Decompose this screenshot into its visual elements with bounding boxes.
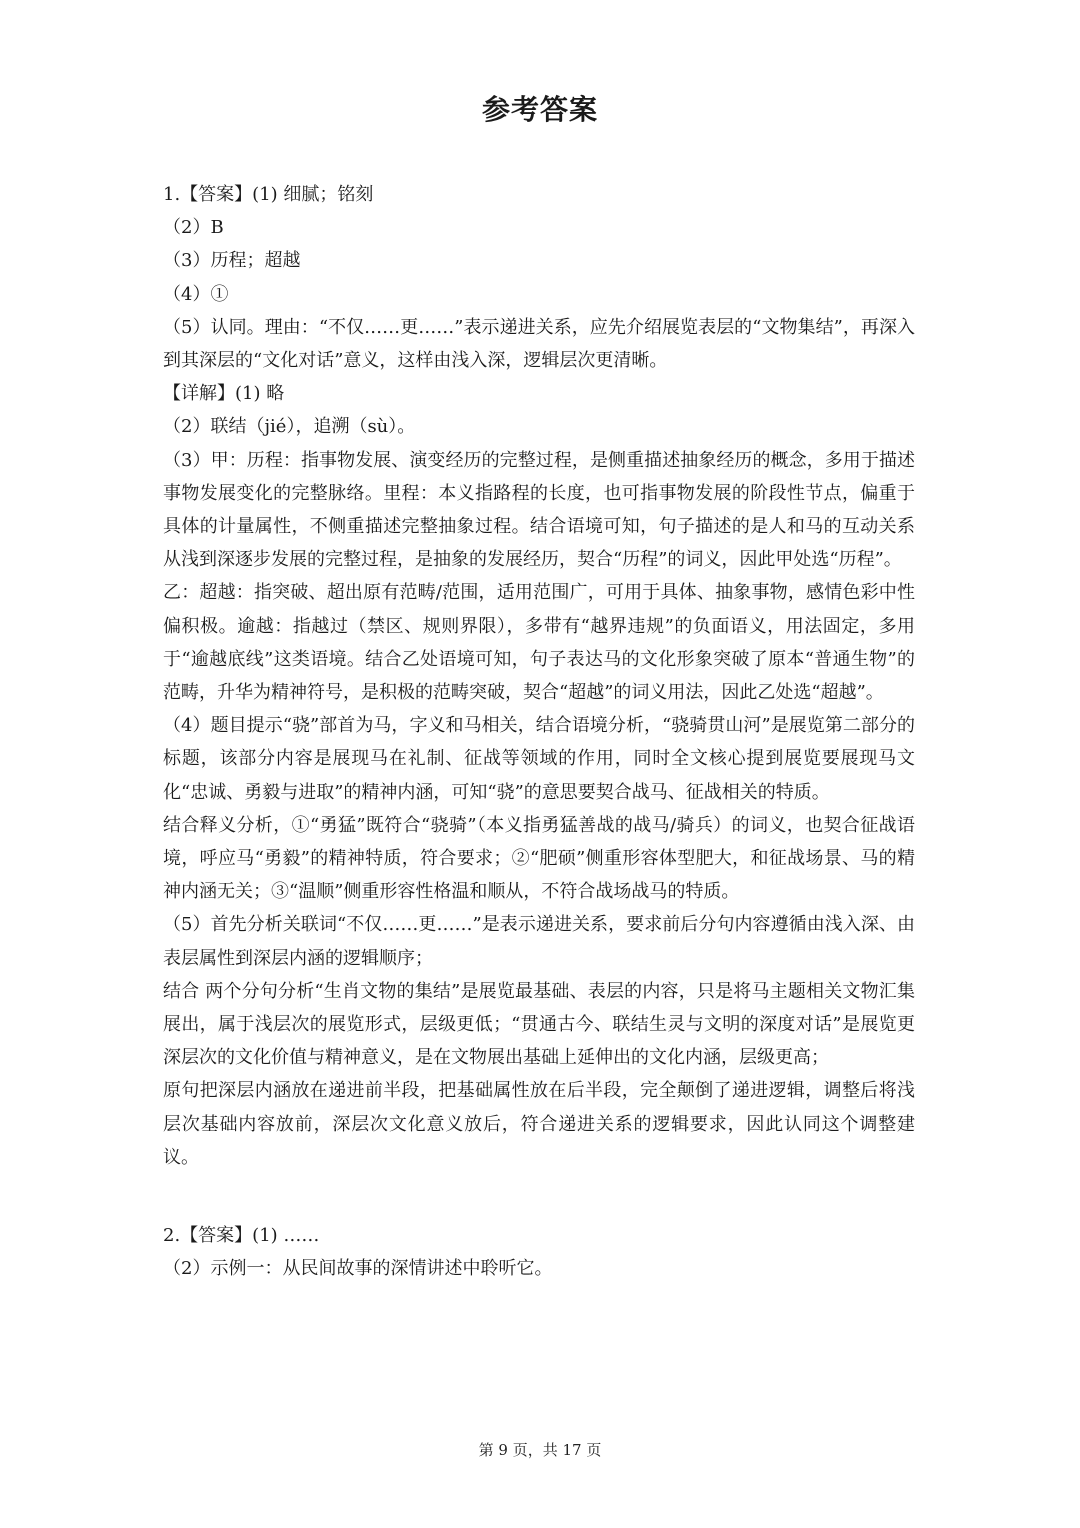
page-footer: 第 9 页，共 17 页	[478, 1441, 602, 1459]
q1-detail-4b: 结合释义分析，①“勇猛”既符合“骁骑”（本义指勇猛善战的战马/骑兵）的词义，也契合征战语境，呼应马“勇毅”的精神特质，符合要求；②“肥硕”侧重形容体型肥大，和征战场景、马的精神内涵无关；③“温顺”侧重形容性格温和顺从，不符合战场战马的特质。	[163, 814, 915, 903]
q1-answer-5: （5）认同。理由：“不仅……更……”表示递进关系，应先介绍展览表层的“文物集结”，再深入到其深层的“文化对话”意义，这样由浅入深，逻辑层次更清晰。	[163, 316, 915, 372]
q1-answer-2: （2）B	[163, 217, 224, 239]
q1-detail-3b: 乙：超越：指突破、超出原有范畴/范围，适用范围广，可用于具体、抽象事物，感情色彩中性偏积极。逾越：指越过（禁区、规则界限），多带有“越界违规”的负面语义，用法固定，多用于“逾越底线”这类语境。结合乙处语境可知，句子表达马的文化形象突破了原本“普通生物”的范畴，升华为精神符号，是积极的范畴突破，契合“超越”的词义用法，因此乙处选“超越”。	[163, 582, 915, 704]
q1-detail-heading: 【详解】(1) 略	[163, 383, 285, 405]
q1-detail-4: （4）题目提示“骁”部首为马，字义和马相关，结合语境分析，“骁骑贯山河”是展览第二部分的标题，该部分内容是展现马在礼制、征战等领域的作用，同时全文核心提到展览要展现马文化“忠诚、勇毅与进取”的精神内涵，可知“骁”的意思要契合战马、征战相关的特质。	[163, 715, 915, 803]
q1-detail-2: （2）联结（jié），追溯（sù）。	[163, 416, 416, 438]
q1-answer-line: 1.【答案】(1) 细腻；铭刻	[163, 184, 374, 205]
q1-detail-5c: 原句把深层内涵放在递进前半段，把基础属性放在后半段，完全颠倒了递进逻辑，调整后将浅层次基础内容放前，深层次文化意义放后，符合递进关系的逻辑要求，因此认同这个调整建议。	[163, 1080, 915, 1168]
q1-detail-3: （3）甲：历程：指事物发展、演变经历的完整过程，是侧重描述抽象经历的概念，多用于描述事物发展变化的完整脉络。里程：本义指路程的长度，也可指事物发展的阶段性节点，偏重于具体的计量属性，不侧重描述完整抽象过程。结合语境可知，句子描述的是人和马的互动关系从浅到深逐步发展的完整过程，是抽象的发展经历，契合“历程”的词义，因此甲处选“历程”。	[163, 449, 915, 571]
q2-answer-line: 2.【答案】(1) ……	[163, 1225, 320, 1247]
section-gap	[163, 1174, 915, 1219]
q1-detail-5: （5）首先分析关联词“不仅……更……”是表示递进关系，要求前后分句内容遵循由浅入深、由表层属性到深层内涵的逻辑顺序；	[163, 914, 915, 969]
q1-answer-3: （3）历程；超越	[163, 250, 301, 272]
q1-answer-4: （4）①	[163, 283, 229, 305]
answer-content	[163, 178, 915, 1286]
page-title: 参考答案	[481, 93, 598, 126]
q2-answer-2: （2）示例一：从民间故事的深情讲述中聆听它。	[163, 1258, 553, 1280]
q1-detail-5b: 结合 两个分句分析“生肖文物的集结”是展览最基础、表层的内容，只是将马主题相关文物汇集展出，属于浅层次的展览形式，层级更低；“贯通古今、联结生灵与文明的深度对话”是展览更深层次的文化价值与精神意义，是在文物展出基础上延伸出的文化内涵，层级更高；	[163, 980, 915, 1069]
